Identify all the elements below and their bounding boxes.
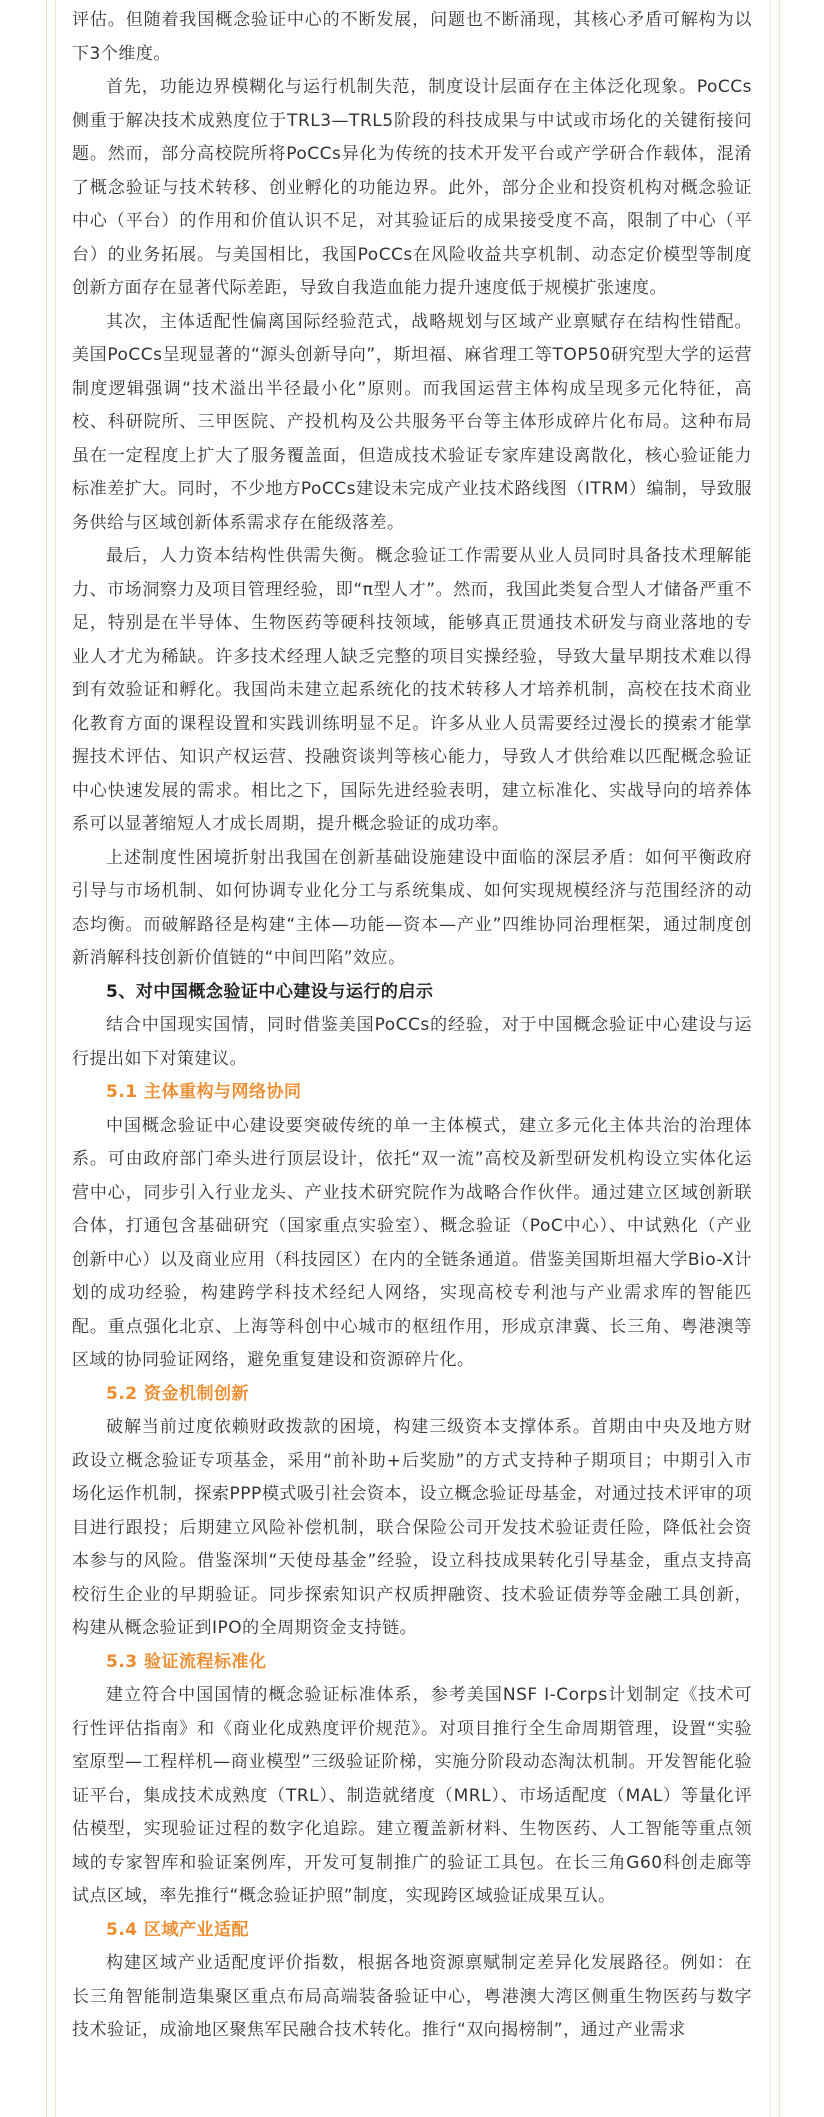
- subheading-5-3: 5.3 验证流程标准化: [106, 1651, 267, 1672]
- paragraph-intro-tail: 评估。但随着我国概念验证中心的不断发展，问题也不断涌现，其核心矛盾可解构为以下3个维度。: [72, 10, 752, 64]
- section-heading-5: 5、对中国概念验证中心建设与运行的启示: [106, 981, 434, 1002]
- article-body: [72, 4, 752, 2048]
- paragraph-third-issue: 最后，人力资本结构性供需失衡。概念验证工作需要从业人员同时具备技术理解能力、市场洞察力及项目管理经验，即“π型人才”。然而，我国此类复合型人才储备严重不足，特别是在半导体、生物医药等硬科技领域，能够真正贯通技术研发与商业落地的专业人才尤为稀缺。许多技术经理人缺乏完整的项目实操经验，导致大量早期技术难以得到有效验证和孵化。我国尚未建立起系统化的技术转移人才培养机制，高校在技术商业化教育方面的课程设置和实践训练明显不足。许多从业人员需要经过漫长的摸索才能掌握技术评估、知识产权运营、投融资谈判等核心能力，导致人才供给难以匹配概念验证中心快速发展的需求。相比之下，国际先进经验表明，建立标准化、实战导向的培养体系可以显著缩短人才成长周期，提升概念验证的成功率。: [72, 546, 752, 834]
- subheading-5-1: 5.1 主体重构与网络协同: [106, 1082, 302, 1102]
- paragraph-5-1: 中国概念验证中心建设要突破传统的单一主体模式，建立多元化主体共治的治理体系。可由政府部门牵头进行顶层设计，依托“双一流”高校及新型研发机构设立实体化运营中心，同步引入行业龙头、产业技术研究院作为战略合作伙伴。通过建立区域创新联合体，打通包含基础研究（国家重点实验室）、概念验证（PoC中心）、中试熟化（产业创新中心）以及商业应用（科技园区）在内的全链条通道。借鉴美国斯坦福大学Bio-X计划的成功经验，构建跨学科技术经纪人网络，实现高校专利池与产业需求库的智能匹配。重点强化北京、上海等科创中心城市的枢纽作用，形成京津冀、长三角、粤港澳等区域的协同验证网络，避免重复建设和资源碎片化。: [72, 1115, 752, 1370]
- paragraph-first-issue: 首先，功能边界模糊化与运行机制失范，制度设计层面存在主体泛化现象。PoCCs侧重于解决技术成熟度位于TRL3—TRL5阶段的科技成果与中试或市场化的关键衔接问题。然而，部分高校院所将PoCCs异化为传统的技术开发平台或产学研合作载体，混淆了概念验证与技术转移、创业孵化的功能边界。此外，部分企业和投资机构对概念验证中心（平台）的作用和价值认识不足，对其验证后的成果接受度不高，限制了中心（平台）的业务拓展。与美国相比，我国PoCCs在风险收益共享机制、动态定价模型等制度创新方面存在显著代际差距，导致自我造血能力提升速度低于规模扩张速度。: [72, 77, 752, 298]
- paragraph-5-2: 破解当前过度依赖财政拨款的困境，构建三级资本支撑体系。首期由中央及地方财政设立概念验证专项基金，采用“前补助+后奖励”的方式支持种子期项目；中期引入市场化运作机制，探索PPP模式吸引社会资本，设立概念验证母基金，对通过技术评审的项目进行跟投；后期建立风险补偿机制，联合保险公司开发技术验证责任险，降低社会资本参与的风险。借鉴深圳“天使母基金”经验，设立科技成果转化引导基金，重点支持高校衍生企业的早期验证。同步探索知识产权质押融资、技术验证债券等金融工具创新，构建从概念验证到IPO的全周期资金支持链。: [72, 1417, 752, 1638]
- paragraph-second-issue: 其次，主体适配性偏离国际经验范式，战略规划与区域产业禀赋存在结构性错配。美国PoCCs呈现显著的“源头创新导向”，斯坦福、麻省理工等TOP50研究型大学的运营制度逻辑强调“技术溢出半径最小化”原则。而我国运营主体构成呈现多元化特征，高校、科研院所、三甲医院、产投机构及公共服务平台等主体形成碎片化布局。这种布局虽在一定程度上扩大了服务覆盖面，但造成技术验证专家库建设离散化，核心验证能力标准差扩大。同时，不少地方PoCCs建设未完成产业技术路线图（ITRM）编制，导致服务供给与区域创新体系需求存在能级落差。: [72, 311, 752, 533]
- paragraph-5-3: 建立符合中国国情的概念验证标准体系，参考美国NSF I-Corps计划制定《技术可行性评估指南》和《商业化成熟度评价规范》。对项目推行全生命周期管理，设置“实验室原型—工程样机—商业模型”三级验证阶梯，实施分阶段动态淘汰机制。开发智能化验证平台，集成技术成熟度（TRL）、制造就绪度（MRL）、市场适配度（MAL）等量化评估模型，实现验证过程的数字化追踪。建立覆盖新材料、生物医药、人工智能等重点领域的专家智库和验证案例库，开发可复制推广的验证工具包。在长三角G60科创走廊等试点区域，率先推行“概念验证护照”制度，实现跨区域验证成果互认。: [72, 1685, 752, 1906]
- paragraph-summary: 上述制度性困境折射出我国在创新基础设施建设中面临的深层矛盾：如何平衡政府引导与市场机制、如何协调专业化分工与系统集成、如何实现规模经济与范围经济的动态均衡。而破解路径是构建“主体—功能—资本—产业”四维协同治理框架，通过制度创新消解科技创新价值链的“中间凹陷”效应。: [72, 847, 752, 968]
- subheading-5-2: 5.2 资金机制创新: [106, 1383, 250, 1404]
- paragraph-5-4: 构建区域产业适配度评价指数，根据各地资源禀赋制定差异化发展路径。例如：在长三角智能制造集聚区重点布局高端装备验证中心，粤港澳大湾区侧重生物医药与数字技术验证，成渝地区聚焦军民融合技术转化。推行“双向揭榜制”，通过产业需求: [72, 1953, 752, 2040]
- paragraph-section-5-intro: 结合中国现实国情，同时借鉴美国PoCCs的经验，对于中国概念验证中心建设与运行提出如下对策建议。: [72, 1015, 752, 1069]
- subheading-5-4: 5.4 区域产业适配: [106, 1919, 250, 1940]
